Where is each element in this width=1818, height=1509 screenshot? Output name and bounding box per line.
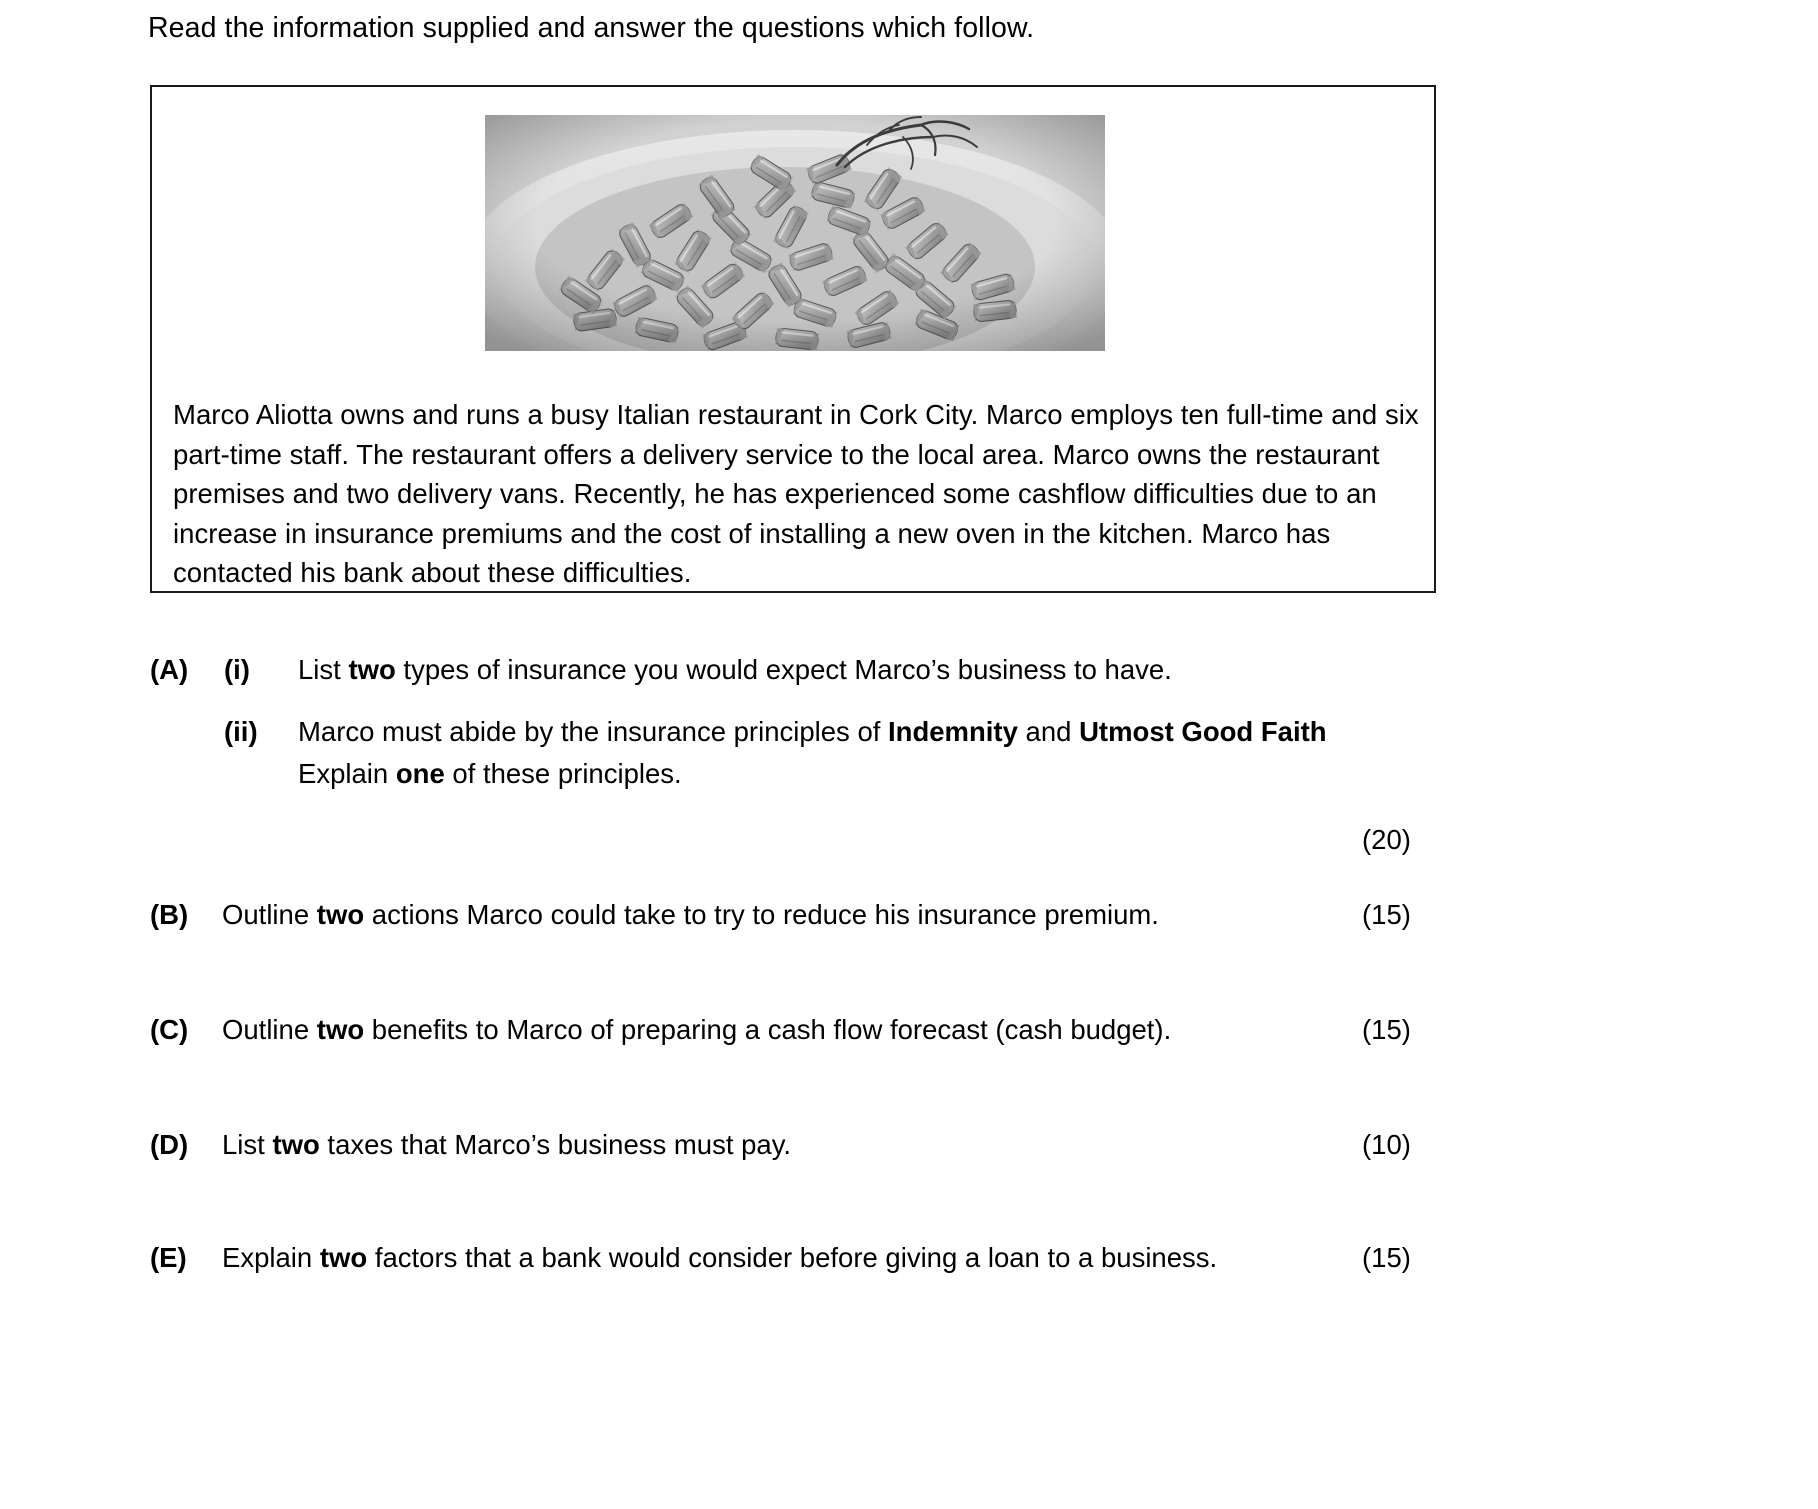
marks-d: (10) (1362, 1129, 1411, 1160)
question-row (0, 650, 1818, 689)
question-label-a: (A) (150, 654, 189, 685)
question-row (0, 895, 1818, 934)
question-text-b: Outline two actions Marco could take to try to reduce his insurance premium. (222, 899, 1159, 930)
questions-list (0, 650, 1818, 1273)
question-text-a-i: List two types of insurance you would expect Marco’s business to have. (298, 654, 1172, 685)
question-label-b: (B) (150, 899, 189, 930)
pasta-plate-photo (485, 115, 1105, 351)
case-study-paragraph: Marco Aliotta owns and runs a busy Italian restaurant in Cork City. Marco employs ten full-time and six part-time staff. The restaurant offers a delivery service to the local area. Marco owns the restaurant premises and two delivery vans. Recently, he has experienced some cashflow difficulties due to an increase in insurance premiums and the cost of installing a new oven in the kitchen. Marco has contacted his bank about these difficulties. (173, 399, 1419, 588)
question-row (0, 1238, 1818, 1277)
question-label-c: (C) (150, 1014, 189, 1045)
marks-c: (15) (1362, 1014, 1411, 1045)
question-sublabel-a-i: (i) (224, 654, 250, 685)
question-text-a-ii-continued: Explain one of these principles. (298, 758, 682, 789)
question-label-d: (D) (150, 1129, 189, 1160)
question-label-e: (E) (150, 1242, 187, 1273)
question-text-d: List two taxes that Marco’s business must pay. (222, 1129, 792, 1160)
question-row (0, 1010, 1818, 1049)
question-text-c: Outline two benefits to Marco of preparing a cash flow forecast (cash budget). (222, 1014, 1172, 1045)
question-text-e: Explain two factors that a bank would consider before giving a loan to a business. (222, 1242, 1218, 1273)
question-row-continuation (0, 754, 1818, 793)
question-text-a-ii: Marco must abide by the insurance principles of Indemnity and Utmost Good Faith (298, 716, 1327, 747)
marks-a: (20) (1362, 824, 1411, 855)
case-study-box (150, 85, 1436, 593)
question-row (0, 712, 1818, 751)
question-row (0, 1125, 1818, 1164)
intro-instruction: Read the information supplied and answer the questions which follow. (148, 12, 1035, 44)
question-sublabel-a-ii: (ii) (224, 716, 258, 747)
marks-b: (15) (1362, 899, 1411, 930)
marks-e: (15) (1362, 1242, 1411, 1273)
pasta-plate-illustration (485, 115, 1105, 351)
marks-row (0, 820, 1818, 859)
